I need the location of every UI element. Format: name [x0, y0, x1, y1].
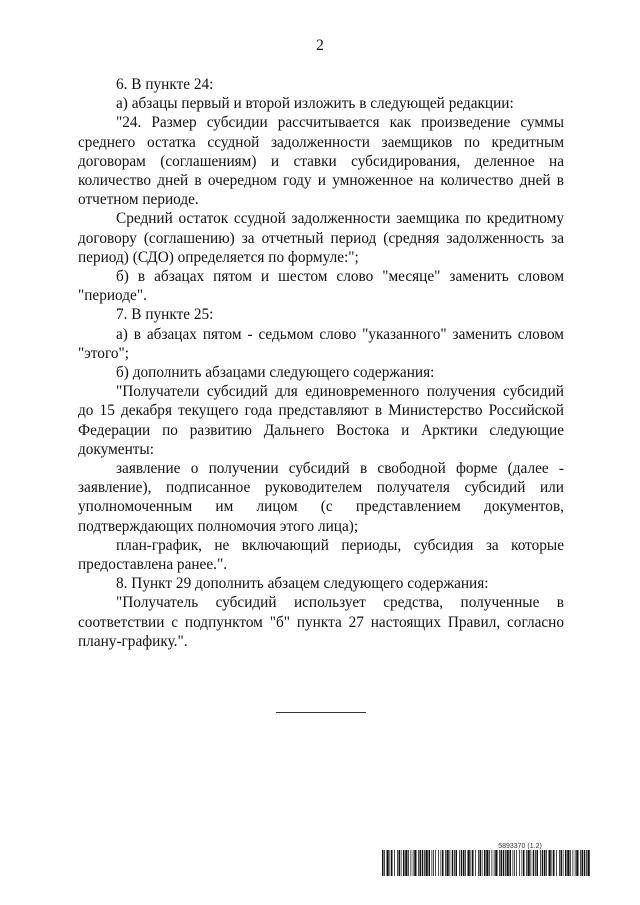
document-body [78, 75, 564, 651]
paragraph-recipients: "Получатели субсидий для единовременного получения субсидий до 15 декабря текущего года представляют в Министерство Российской Федерации по развитию Дальнего Востока и Арктики следующие документы: [78, 383, 564, 458]
paragraph-average-balance: Средний остаток ссудной задолженности заемщика по кредитному договору (соглашению) за отчетный период (средняя задолженность за период) (СДО) определяется по формуле:"; [78, 210, 564, 266]
paragraph-subitem-b-7: б) дополнить абзацами следующего содержания: [116, 364, 435, 382]
barcode-icon [381, 850, 591, 876]
paragraph-quote-24: "24. Размер субсидии рассчитывается как произведение суммы среднего остатка ссудной задолженности заемщиков по кредитным договорам (соглашениям) и ставки субсидирования, деленное на количество дней в очередном году и умноженное на количество дней в отчетном периоде. [78, 114, 564, 209]
paragraph-application: заявление о получении субсидий в свободной форме (далее - заявление), подписанное руководителем получателя субсидий или уполномоченным им лицом (с представлением документов, подтверждающих полномочия этого лица); [78, 460, 564, 535]
page-number: 2 [316, 37, 324, 54]
paragraph-subitem-b: б) в абзацах пятом и шестом слово "месяце" заменить словом "периоде". [78, 268, 564, 305]
paragraph-recipient-uses: "Получатель субсидий использует средства, полученные в соответствии с подпунктом "б" пункта 27 настоящих Правил, согласно плану-графику.". [78, 594, 564, 650]
paragraph-schedule: план-график, не включающий периоды, субсидия за которые предоставлена ранее.". [78, 536, 564, 574]
paragraph-subitem-a-7: а) в абзацах пятом - седьмом слово "указанного" заменить словом "этого"; [78, 325, 564, 362]
end-divider [276, 712, 366, 713]
paragraph-item-6: 6. В пункте 24: [116, 76, 214, 93]
paragraph-item-7: 7. В пункте 25: [116, 306, 214, 324]
paragraph-item-8: 8. Пункт 29 дополнить абзацем следующего содержания: [116, 575, 489, 593]
paragraph-subitem-a: а) абзацы первый и второй изложить в следующей редакции: [116, 95, 514, 113]
document-code: 5893370 (1.2) [498, 843, 542, 850]
